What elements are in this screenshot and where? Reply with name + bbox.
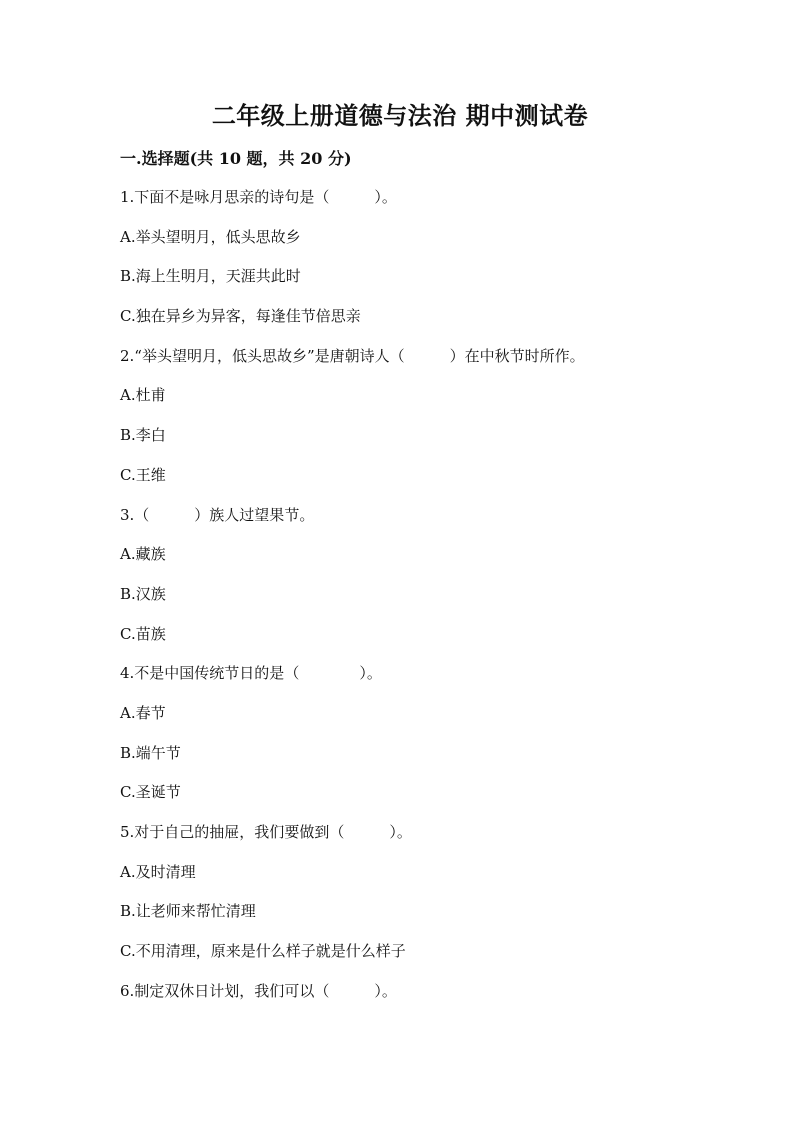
answer-option: C.圣诞节 (120, 783, 181, 802)
answer-option: A.及时清理 (120, 862, 196, 881)
question-stem: 3.（ ）族人过望果节。 (120, 505, 315, 524)
question-list (120, 186, 700, 1019)
answer-option: B.李白 (120, 426, 166, 445)
question-stem: 4.不是中国传统节日的是（ ）。 (120, 664, 382, 683)
section-heading: 一.选择题(共 10 题，共 20 分) (120, 149, 352, 168)
question-stem: 5.对于自己的抽屉，我们要做到（ ）。 (120, 823, 412, 841)
question-stem: 6.制定双休日计划，我们可以（ ）。 (120, 981, 397, 1000)
answer-option: C.不用清理，原来是什么样子就是什么样子 (120, 942, 406, 961)
answer-option: B.让老师来帮忙清理 (120, 902, 256, 921)
answer-option: B.汉族 (120, 584, 166, 603)
question-stem: 2.“举头望明月，低头思故乡”是唐朝诗人（ ）在中秋节时所作。 (120, 346, 585, 365)
answer-option: C.王维 (120, 465, 166, 484)
answer-option: B.海上生明月，天涯共此时 (120, 267, 301, 286)
answer-option: A.春节 (120, 703, 166, 722)
answer-option: C.独在异乡为异客，每逢佳节倍思亲 (120, 307, 361, 326)
answer-option: A.举头望明月，低头思故乡 (120, 227, 301, 246)
answer-option: A.藏族 (120, 545, 166, 564)
answer-option: B.端午节 (120, 743, 181, 762)
question-stem: 1.下面不是咏月思亲的诗句是（ ）。 (120, 188, 397, 206)
answer-option: C.苗族 (120, 624, 166, 643)
page-title: 二年级上册道德与法治 期中测试卷 (211, 101, 589, 130)
answer-option: A.杜甫 (120, 386, 166, 405)
